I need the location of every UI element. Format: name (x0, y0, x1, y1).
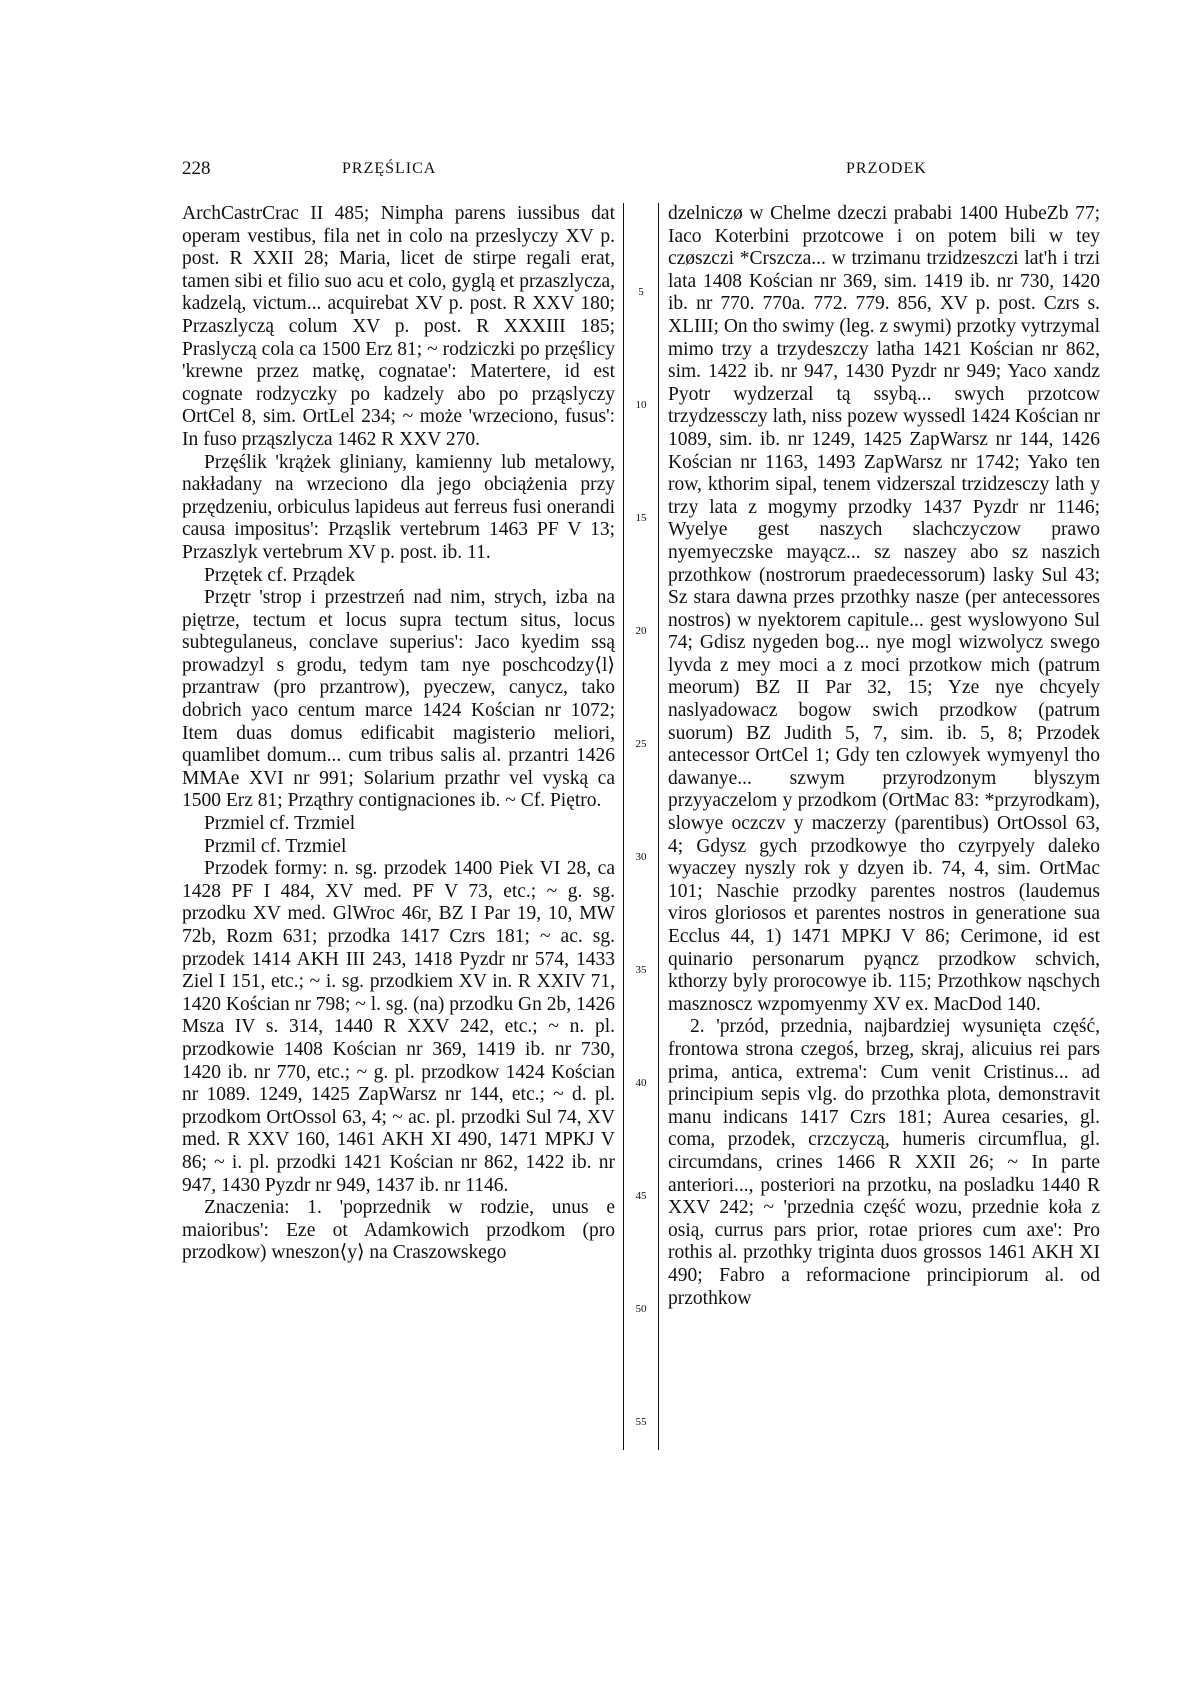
line-number: 50 (635, 1303, 647, 1315)
line-number: 25 (635, 738, 647, 750)
line-number: 35 (635, 964, 647, 976)
left-paragraph: Przmiel cf. Trzmiel (204, 813, 356, 835)
left-column (182, 203, 615, 1265)
column-rule-right (658, 203, 659, 1450)
left-paragraph: Przętr 'strop i przestrzeń nad nim, strych, izba na piętrze, tectum et locus supra tectum situs, locus subtegulaneus, conclave superius': Jaco kyedim ssą prowadzyl s grodu, tedym tam nye poschcodzy⟨l⟩ przantraw (pro przantrow), pyeczew, canycz, tako dobrich yaco centum marce 1424 Kościan nr 1072; Item duas domus edificabit magisterio meliori, quamlibet domum... cum tribus salis al. przantri 1426 MMAe XVI nr 991; Solarium przathr vel vyską ca 1500 Erz 81; Prząthry contignaciones ib. ~ Cf. Piętro. (182, 587, 615, 812)
line-number: 20 (635, 625, 647, 637)
line-number: 40 (635, 1077, 647, 1089)
left-running-head: PRZĘŚLICA (342, 160, 437, 177)
line-number: 30 (635, 851, 647, 863)
left-paragraph: ArchCastrCrac II 485; Nimpha parens iussibus dat operam vestibus, fila net in colo na przeslyczy XV p. post. R XXII 28; Maria, licet de stirpe regali erat, tamen sibi et filio suo acu et colo, gyglą et przaszlycza, kadzelą, victum... acquirebat XV p. post. R XXV 180; Przaszlyczą colum XV p. post. R XXXIII 185; Praslyczą cola ca 1500 Erz 81; ~ rodziczki po przęślicy 'krewne przez matkę, cognatae': Matertere, id est cognate rodzyczky po kadzely abo po prząslyczy OrtCel 8, sim. OrtLel 234; ~ może 'wrzeciono, fusus': In fuso prząszlycza 1462 R XXV 270. (182, 203, 615, 450)
line-number: 10 (635, 399, 647, 411)
left-paragraph: Przęślik 'krążek gliniany, kamienny lub metalowy, nakładany na wrzeciono dla jego obciążenia przy przędzeniu, orbiculus lapideus aut ferreus fusi onerandi causa impositus': Prząslik vertebrum 1463 PF V 13; Przaszlyk vertebrum XV p. post. ib. 11. (182, 451, 615, 563)
line-number: 5 (638, 286, 644, 298)
line-number: 55 (635, 1416, 647, 1428)
page-number: 228 (182, 158, 211, 179)
right-paragraph: dzelniczø w Chelme dzeczi prababi 1400 HubeZb 77; Iaco Koterbini przotcowe i on potem bili w tey czøszczi *Crszcza... w trzimanu trzidzeszczi lat'h i trzi lata 1408 Kościan nr 369, sim. 1419 ib. nr 730, 1420 ib. nr 770. 770a. 772. 779. 856, XV p. post. Czrs s. XLIII; On tho swimy (leg. z swymi) przotky vytrzymal mimo trzy a trzydeszczy latha 1421 Kościan nr 862, sim. 1422 ib. nr 947, 1430 Pyzdr nr 949; Yaco xandz Pyotr wydzerzal tą ssybą... swych przotcow trzydzessczy lath, niss pozew wyssedl 1424 Kościan nr 1089, sim. ib. nr 1249, 1425 ZapWarsz nr 144, 1426 Kościan nr 1163, 1493 ZapWarsz nr 1742; Yako ten row, kthorim sipal, tenem vidzerszal trzidzesczy lath y trzy lata z mogymy przodky 1437 Pyzdr nr 1146; Wyelye gest naszych slachczyczow prawo nyemyeczske mayącz... sz naszey abo sz naszich przothkow (nostrorum praedecessorum) lasky Sul 43; Sz stara dawna przes przothky nasze (per antecessores nostros) w nyektorem capitule... gest wyslowyono Sul 74; Gdisz nygeden bog... nye mogl wizwolycz swego lyvda z mey moci a z moci przotkow mich (patrum meorum) BZ II Par 32, 15; Yze nye chcyely naslyadowacz bogow swich przodkow (patrum suorum) BZ Judith 5, 7, sim. ib. 5, 8; Przodek antecessor OrtCel 1; Gdy ten czlowyek wymyenyl tho dawanye... szwym przyrodzonym blyszym przyyaczelom y przodkom (OrtMac 83: *przyrodkam), slowye oczczv y maczerzy (parentibus) OrtOssol 63, 4; Gdysz gych przodkowye tho czyrpyely daleko wyaczey nyszly rok y dzyen ib. 74, 4, sim. OrtMac 101; Naschie przodky parentes nostros (laudemus viros gloriosos et parentes nostros in generatione sua Ecclus 44, 1) 1471 MPKJ V 86; Cerimone, id est quinario personarum pyąncz przodkow schvich, kthorzy byly prorocowye ib. 115; Przothkow nąschych masznoscz wzpomyenmy XV ex. MacDod 140. (668, 203, 1100, 1015)
line-number: 15 (635, 512, 647, 524)
left-paragraph: Przmil cf. Trzmiel (204, 835, 347, 857)
right-paragraph: 2. 'przód, przednia, najbardziej wysunięta część, frontowa strona czegoś, brzeg, skraj, alicuius rei pars prima, antica, extrema': Cum venit Cristinus... ad principium sepis vlg. do przothka plota, demonstravit manu indicans 1417 Czrs 181; Aurea cesaries, gl. coma, przodek, crzczyczą, humeris circumflua, gl. circumdans, crines 1466 R XXII 26; ~ In parte anteriori..., posteriori na przotku, na posladku 1440 R XXV 242; ~ 'przednia część wozu, przednie koła z osią, currus pars prior, rotae priores cum axe': Pro rothis al. przothky triginta duos grossos 1461 AKH XI 490; Fabro a reformacione principiorum al. od przothkow (668, 1016, 1100, 1309)
left-paragraph: Przętek cf. Prządek (204, 564, 356, 586)
line-number: 45 (635, 1190, 647, 1202)
column-rule-left (623, 203, 624, 1450)
left-paragraph: Znaczenia: 1. 'poprzednik w rodzie, unus e maioribus': Eze ot Adamkowich przodkom (pro przodkow) wneszon⟨y⟩ na Craszowskego (182, 1197, 615, 1264)
right-column (668, 203, 1100, 1310)
right-running-head: PRZODEK (846, 160, 927, 177)
left-paragraph: Przodek formy: n. sg. przodek 1400 Piek VI 28, ca 1428 PF I 484, XV med. PF V 73, etc.; ~ g. sg. przodku XV med. GlWroc 46r, BZ I Par 19, 10, MW 72b, Rozm 631; przodka 1417 Czrs 181; ~ ac. sg. przodek 1414 AKH III 243, 1418 Pyzdr nr 574, 1433 Ziel I 151, etc.; ~ i. sg. przodkiem XV in. R XXIV 71, 1420 Kościan nr 798; ~ l. sg. (na) przodku Gn 2b, 1426 Msza IV s. 314, 1440 R XXV 242, etc.; ~ n. pl. przodkowie 1408 Kościan nr 369, 1419 ib. nr 730, 1420 ib. nr 770, etc.; ~ g. pl. przodkow 1424 Kościan nr 1089. 1249, 1425 ZapWarsz nr 144, etc.; ~ d. pl. przodkom OrtOssol 63, 4; ~ ac. pl. przodki Sul 74, XV med. R XXV 160, 1461 AKH XI 490, 1471 MPKJ V 86; ~ i. pl. przodki 1421 Kościan nr 862, 1422 ib. nr 947, 1430 Pyzdr nr 949, 1437 ib. nr 1146. (182, 858, 615, 1196)
